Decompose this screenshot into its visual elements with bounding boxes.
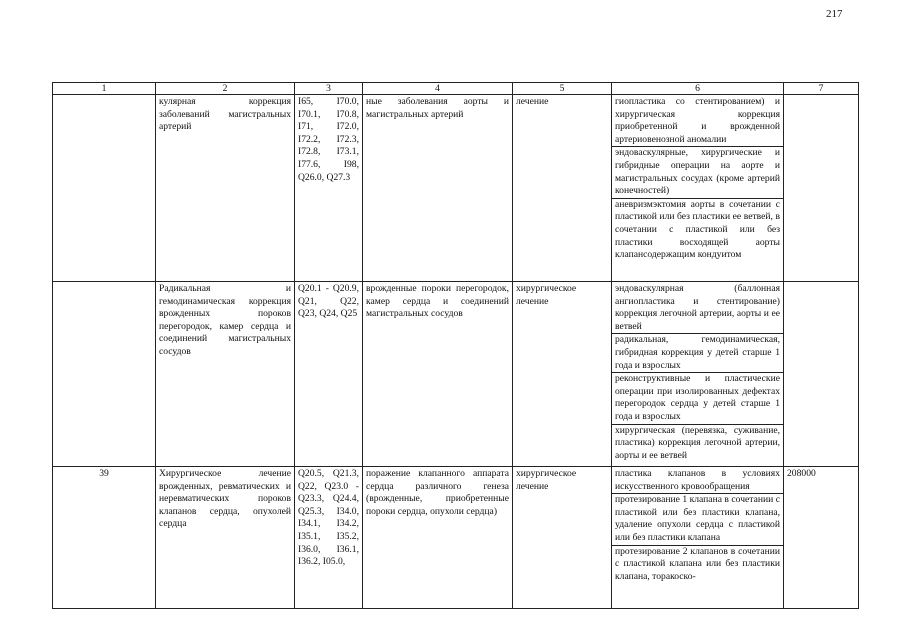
header-row: [53, 83, 859, 95]
header-cell: 5: [513, 83, 612, 95]
cost: 208000: [784, 467, 859, 609]
diagnosis: поражение клапанного аппарата сердца различного генеза (врожденные, приобретенные пороки сердца, опухоли сердца): [363, 467, 513, 609]
method-item: протезирование 1 клапана в сочетании с пластикой или без пластики клапана, удаление опухоли сердца с пластикой или без пластики клапана: [612, 494, 783, 545]
cost: [784, 282, 859, 467]
icd-codes: Q20.5, Q21.3, Q22, Q23.0 - Q23.3, Q24.4, Q25.3, I34.0, I34.1, I34.2, I35.1, I35.2, I36.0, I36.1, I36.2, I05.0,: [295, 467, 363, 609]
procedure-name: Радикальная и гемодинамическая коррекция врожденных пороков перегородок, камер сердца и соединений магистральных сосудов: [156, 282, 295, 467]
table-row: [53, 95, 859, 282]
method-item: гиопластика со стентированием) и хирургическая коррекция приобретенной и врожденной артериовенозной аномалии: [612, 96, 783, 147]
cost: [784, 95, 859, 282]
diagnosis: врожденные пороки перегородок, камер сердца и соединений магистральных сосудов: [363, 282, 513, 467]
methods-cell: [612, 282, 784, 467]
table-row: [53, 282, 859, 467]
header-cell: 7: [784, 83, 859, 95]
treatment-type: хирургическое лечение: [513, 282, 612, 467]
icd-codes: I65, I70.0, I70.1, I70.8, I71, I72.0, I72.2, I72.3, I72.8, I73.1, I77.6, I98, Q26.0, Q27.3: [295, 95, 363, 282]
table-row: [53, 467, 859, 609]
method-item: хирургическая (перевязка, суживание, пластика) коррекция легочной артерии, аорты и ее ветвей: [615, 424, 780, 461]
header-cell: 1: [53, 83, 156, 95]
row-number: 39: [53, 467, 156, 609]
page-number: 217: [826, 8, 843, 20]
diagnosis: ные заболевания аорты и магистральных артерий: [363, 95, 513, 282]
row-number: [53, 282, 156, 467]
method-item: пластика клапанов в условиях искусственного кровообращения: [612, 468, 783, 494]
header-cell: 6: [612, 83, 784, 95]
procedure-name: Хирургическое лечение врожденных, ревматических и неревматических пороков клапанов сердца, опухолей сердца: [156, 467, 295, 609]
methods-cell: [612, 95, 784, 282]
methods-cell: [612, 467, 784, 609]
row-number: [53, 95, 156, 282]
method-item: реконструктивные и пластические операции при изолированных дефектах перегородок сердца у детей старше 1 года и взрослых: [612, 373, 783, 424]
method-item: аневризмэктомия аорты в сочетании с пластикой или без пластики ее ветвей, в сочетании с пластикой или без пластики восходящей аорты клапансодержащим кондуитом: [615, 198, 780, 261]
procedure-name: кулярная коррекция заболеваний магистральных артерий: [156, 95, 295, 282]
header-cell: 2: [156, 83, 295, 95]
method-item: эндоваскулярная (баллонная ангиопластика и стентирование) коррекция легочной артерии, аорты и ее ветвей: [612, 283, 783, 334]
method-item: протезирование 2 клапанов в сочетании с пластикой клапана или без пластики клапана, торакоско-: [615, 545, 780, 582]
icd-codes: Q20.1 - Q20.9, Q21, Q22, Q23, Q24, Q25: [295, 282, 363, 467]
header-cell: 4: [363, 83, 513, 95]
medical-procedures-table: [52, 82, 859, 609]
treatment-type: лечение: [513, 95, 612, 282]
treatment-type: хирургическое лечение: [513, 467, 612, 609]
method-item: радикальная, гемодинамическая, гибридная коррекция у детей старше 1 года и взрослых: [612, 334, 783, 373]
method-item: эндоваскулярные, хирургические и гибридные операции на аорте и магистральных сосудах (кроме артерий конечностей): [612, 147, 783, 198]
header-cell: 3: [295, 83, 363, 95]
